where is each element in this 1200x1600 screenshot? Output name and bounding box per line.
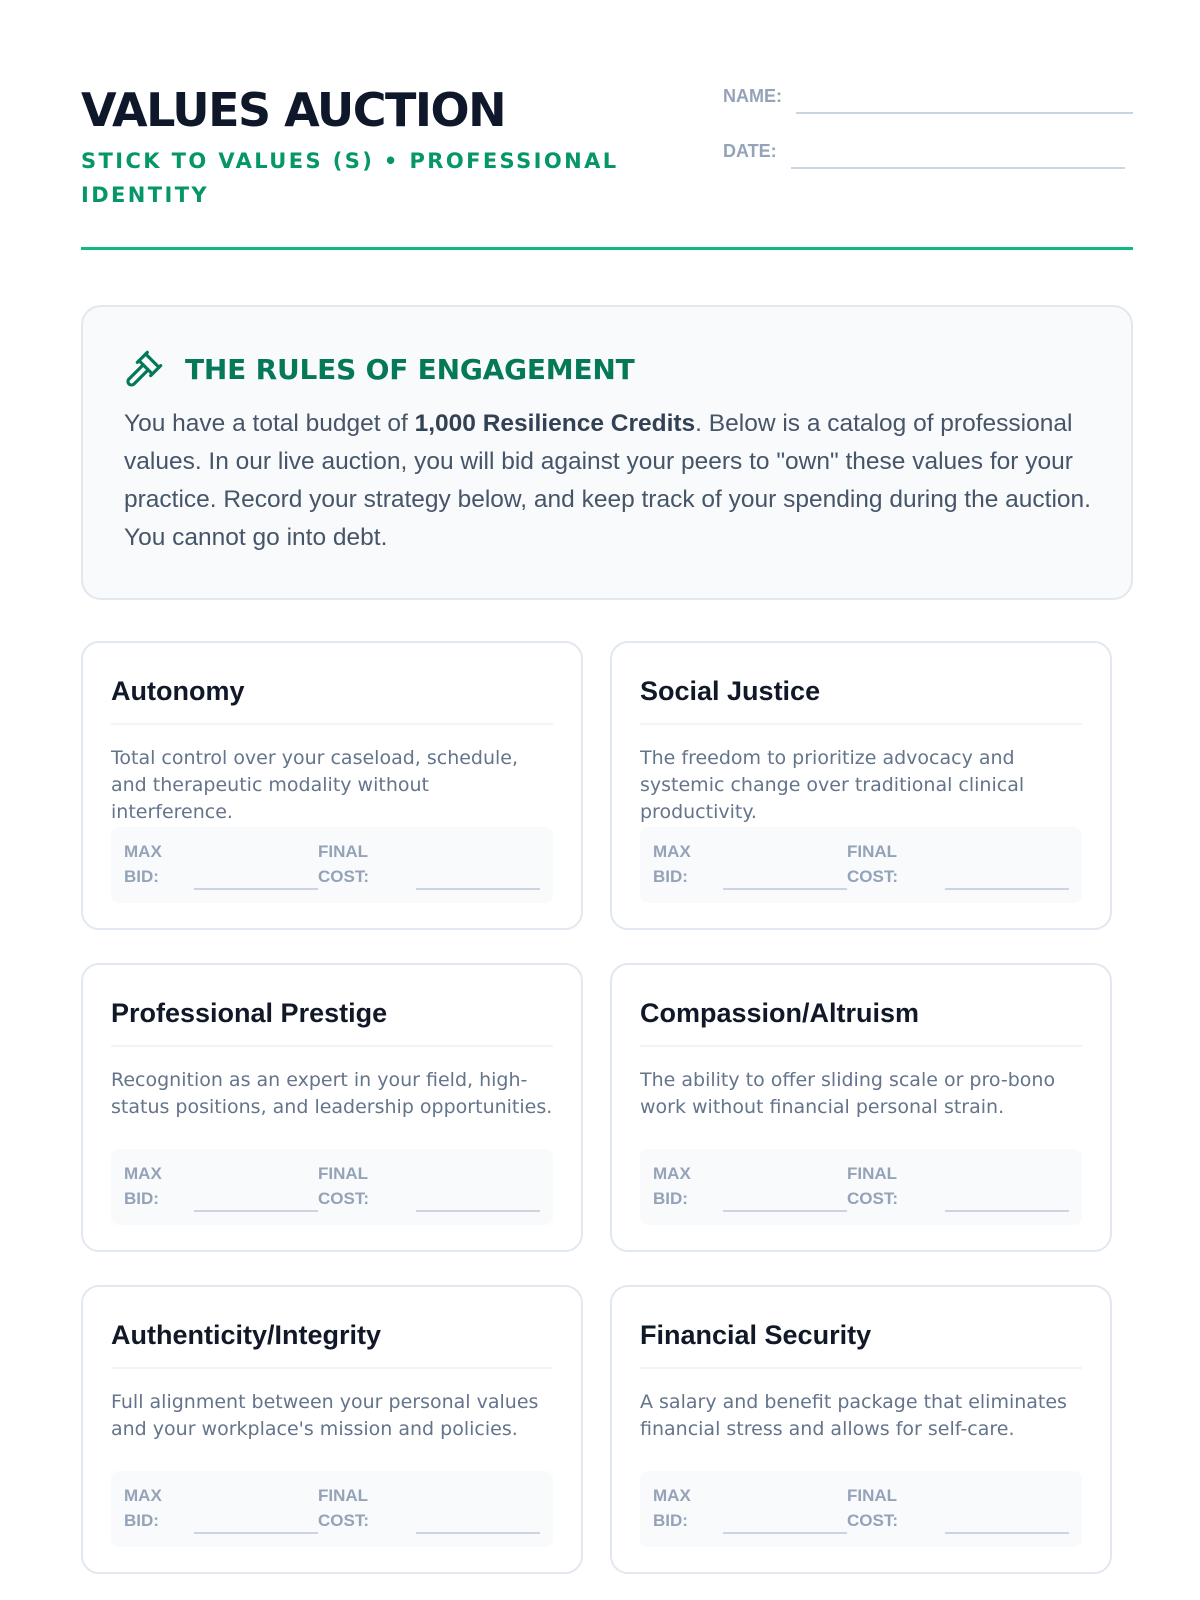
final-cost-input-line[interactable] [945,1161,1069,1212]
value-card [610,963,1112,1252]
max-bid-label: MAX BID: [653,842,691,886]
date-label: DATE: [723,141,777,161]
bid-row [111,1149,553,1225]
value-card-description: A salary and benefit package that eliminates financial stress and allows for self-care. [640,1391,1067,1440]
rules-text-intro: You have a total budget of [124,410,415,437]
name-field [723,84,1133,116]
max-bid-label: MAX BID: [653,1164,691,1208]
max-bid-label: MAX BID: [124,1486,162,1530]
date-field [723,139,1125,171]
value-card [610,641,1112,930]
page-subtitle: STICK TO VALUES (S) • PROFESSIONAL IDENTITY [81,149,619,207]
gavel-icon [124,349,164,389]
rules-panel [81,305,1133,600]
value-card [81,963,583,1252]
value-card-title: Financial Security [640,1287,1082,1369]
final-cost-label: FINAL COST: [847,1486,898,1530]
worksheet-header [81,84,1133,250]
rules-text [124,405,1091,557]
name-input-line[interactable] [796,84,1133,114]
max-bid-input-line[interactable] [723,1483,847,1534]
final-cost-label: FINAL COST: [318,1486,369,1530]
max-bid-label: MAX BID: [124,842,162,886]
max-bid-input-line[interactable] [723,1161,847,1212]
value-card [81,641,583,930]
name-label: NAME: [723,86,782,106]
max-bid-label: MAX BID: [124,1164,162,1208]
final-cost-label: FINAL COST: [318,842,369,886]
rules-heading [124,347,1091,391]
final-cost-input-line[interactable] [945,1483,1069,1534]
value-card-description: Total control over your caseload, schedule, and therapeutic modality without interference. [111,747,519,823]
rules-text-budget: 1,000 Resilience Credits [414,410,696,437]
final-cost-label: FINAL COST: [847,842,898,886]
value-card-description: The ability to offer sliding scale or pro-bono work without financial personal strain. [640,1069,1056,1118]
value-card [610,1285,1112,1574]
page-title: VALUES AUCTION [81,83,506,137]
bid-row [640,1471,1082,1547]
final-cost-label: FINAL COST: [847,1164,898,1208]
final-cost-label: FINAL COST: [318,1164,369,1208]
value-card-title: Autonomy [111,643,553,725]
max-bid-input-line[interactable] [723,839,847,890]
final-cost-input-line[interactable] [416,839,540,890]
bid-row [640,827,1082,903]
date-input-line[interactable] [791,139,1125,169]
rules-text-body: . Below is a catalog of professional values. In our live auction, you will bid against your peers to "own" these values for your practice. Record your strategy below, and keep track of your spending during the auction. You cannot go into debt. [124,410,1091,551]
value-card-title: Compassion/Altruism [640,965,1082,1047]
final-cost-input-line[interactable] [416,1161,540,1212]
value-card-title: Social Justice [640,643,1082,725]
bid-row [640,1149,1082,1225]
value-card-description: Full alignment between your personal values and your workplace's mission and policies. [111,1391,539,1440]
value-card-description: The freedom to prioritize advocacy and systemic change over traditional clinical productivity. [640,747,1025,823]
value-card [81,1285,583,1574]
max-bid-label: MAX BID: [653,1486,691,1530]
rules-title: THE RULES OF ENGAGEMENT [185,352,635,386]
bid-row [111,1471,553,1547]
max-bid-input-line[interactable] [194,1161,318,1212]
final-cost-input-line[interactable] [945,839,1069,890]
max-bid-input-line[interactable] [194,1483,318,1534]
value-card-title: Professional Prestige [111,965,553,1047]
final-cost-input-line[interactable] [416,1483,540,1534]
max-bid-input-line[interactable] [194,839,318,890]
value-card-title: Authenticity/Integrity [111,1287,553,1369]
bid-row [111,827,553,903]
value-card-description: Recognition as an expert in your field, high-status positions, and leadership opportunities. [111,1069,553,1118]
